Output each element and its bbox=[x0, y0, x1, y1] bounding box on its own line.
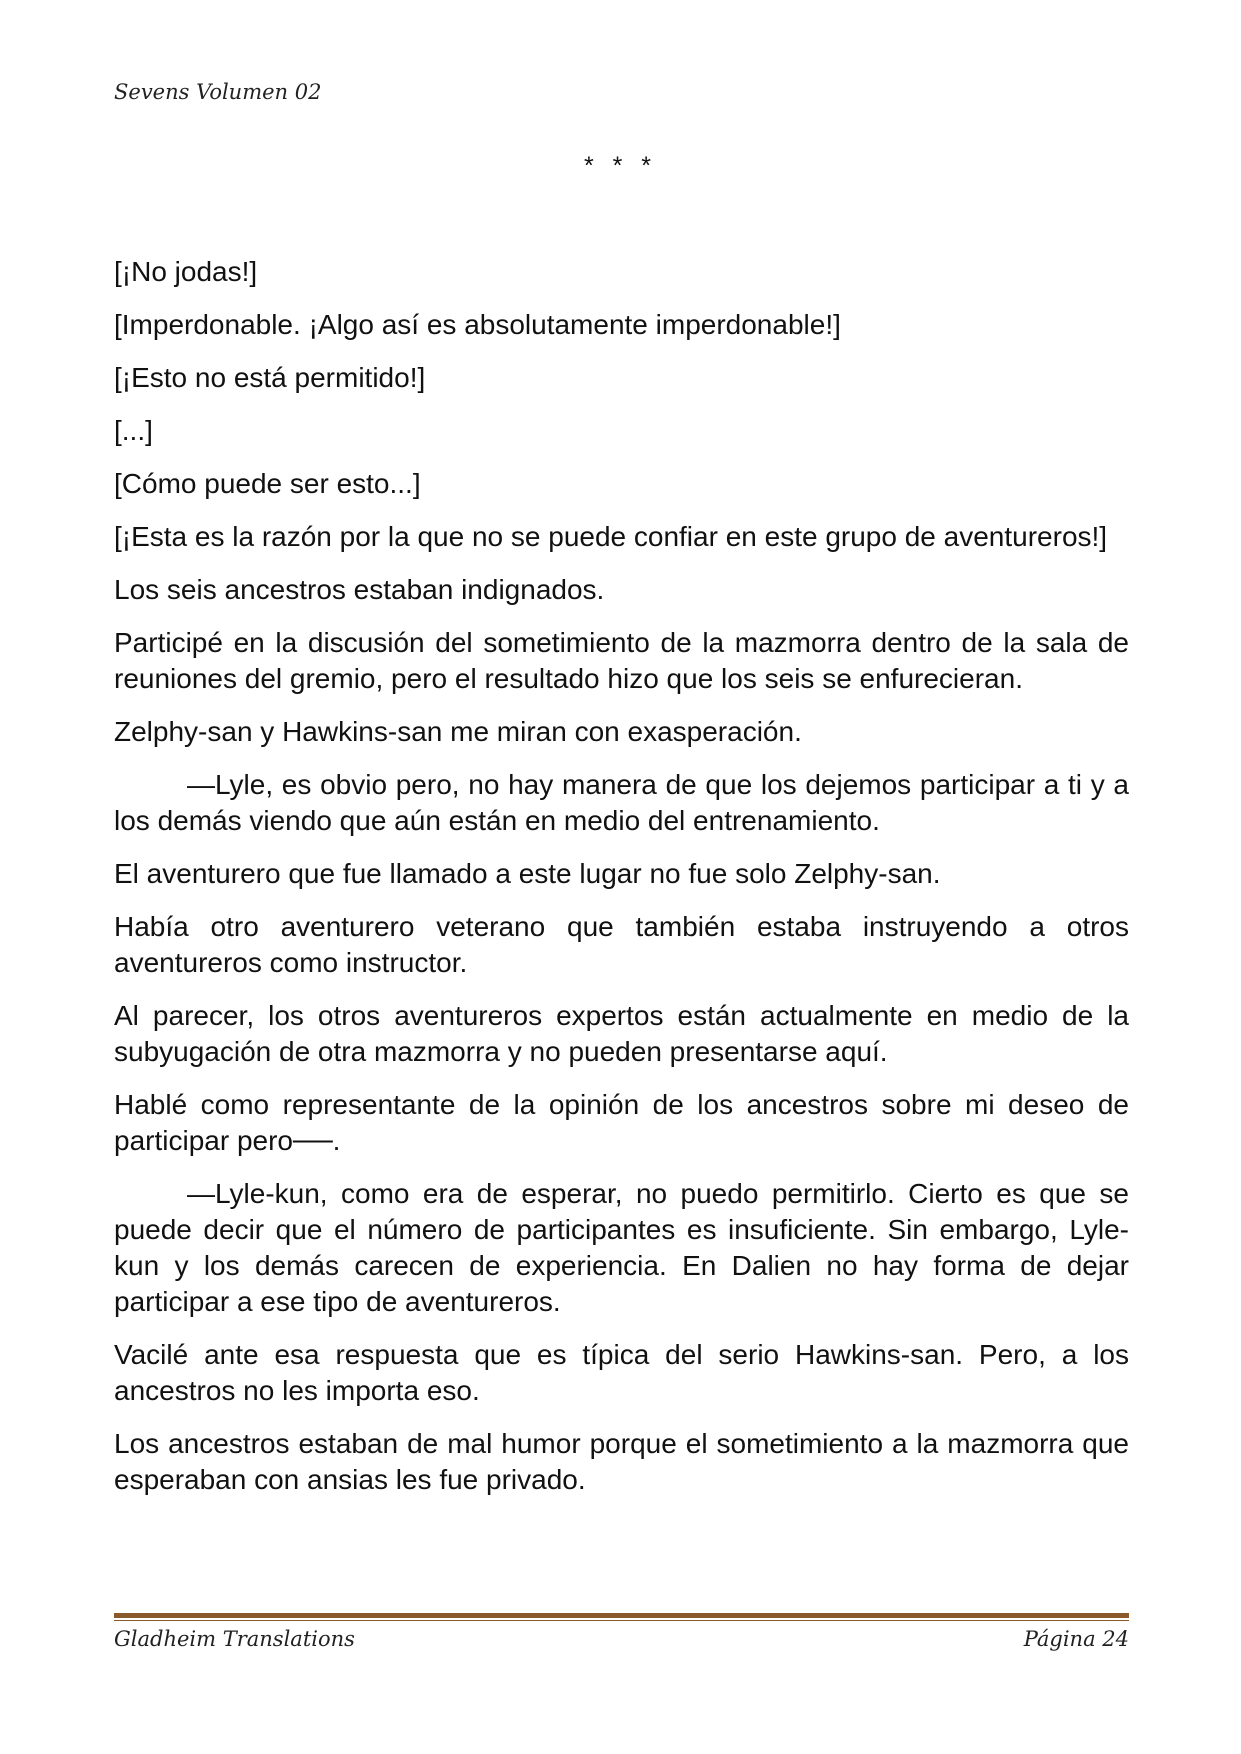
paragraph: [¡No jodas!] bbox=[114, 256, 258, 287]
dialogue-paragraph: —Lyle, es obvio pero, no hay manera de que los dejemos participar a ti y a los demás viendo que aún están en medio del entrenamiento. bbox=[114, 769, 1129, 836]
paragraph: Zelphy-san y Hawkins-san me miran con exasperación. bbox=[114, 716, 802, 747]
paragraph: Vacilé ante esa respuesta que es típica del serio Hawkins-san. Pero, a los ancestros no les importa eso. bbox=[114, 1339, 1129, 1406]
paragraph: El aventurero que fue llamado a este lugar no fue solo Zelphy-san. bbox=[114, 858, 941, 889]
paragraph: Los ancestros estaban de mal humor porque el sometimiento a la mazmorra que esperaban con ansias les fue privado. bbox=[114, 1428, 1129, 1495]
dialogue-paragraph: —Lyle-kun, como era de esperar, no puedo permitirlo. Cierto es que se puede decir que el número de participantes es insuficiente. Sin embargo, Lyle-kun y los demás carecen de experiencia. En Dalien no hay forma de dejar participar a ese tipo de aventureros. bbox=[114, 1178, 1129, 1317]
footer-divider-thin bbox=[114, 1620, 1129, 1621]
footer-divider-thick bbox=[114, 1613, 1129, 1618]
paragraph: Había otro aventurero veterano que también estaba instruyendo a otros aventureros como instructor. bbox=[114, 911, 1129, 978]
paragraph: Al parecer, los otros aventureros expertos están actualmente en medio de la subyugación de otra mazmorra y no pueden presentarse aquí. bbox=[114, 1000, 1129, 1067]
paragraph: [Cómo puede ser esto...] bbox=[114, 468, 421, 499]
body-text bbox=[114, 254, 1129, 1515]
scene-break: * * * bbox=[583, 152, 658, 180]
paragraph: [¡Esto no está permitido!] bbox=[114, 362, 426, 393]
footer-divider bbox=[114, 1613, 1129, 1621]
page-number: Página 24 bbox=[1023, 1627, 1129, 1651]
paragraph: [¡Esta es la razón por la que no se puede confiar en este grupo de aventureros!] bbox=[114, 521, 1108, 552]
paragraph: Los seis ancestros estaban indignados. bbox=[114, 574, 605, 605]
paragraph: Hablé como representante de la opinión de los ancestros sobre mi deseo de participar pero──. bbox=[114, 1089, 1129, 1156]
paragraph: [Imperdonable. ¡Algo así es absolutamente imperdonable!] bbox=[114, 309, 841, 340]
footer-credit: Gladheim Translations bbox=[114, 1627, 355, 1651]
paragraph: Participé en la discusión del sometimiento de la mazmorra dentro de la sala de reuniones del gremio, pero el resultado hizo que los seis se enfurecieran. bbox=[114, 627, 1129, 694]
paragraph: [...] bbox=[114, 415, 153, 446]
running-header-title: Sevens Volumen 02 bbox=[114, 80, 322, 104]
